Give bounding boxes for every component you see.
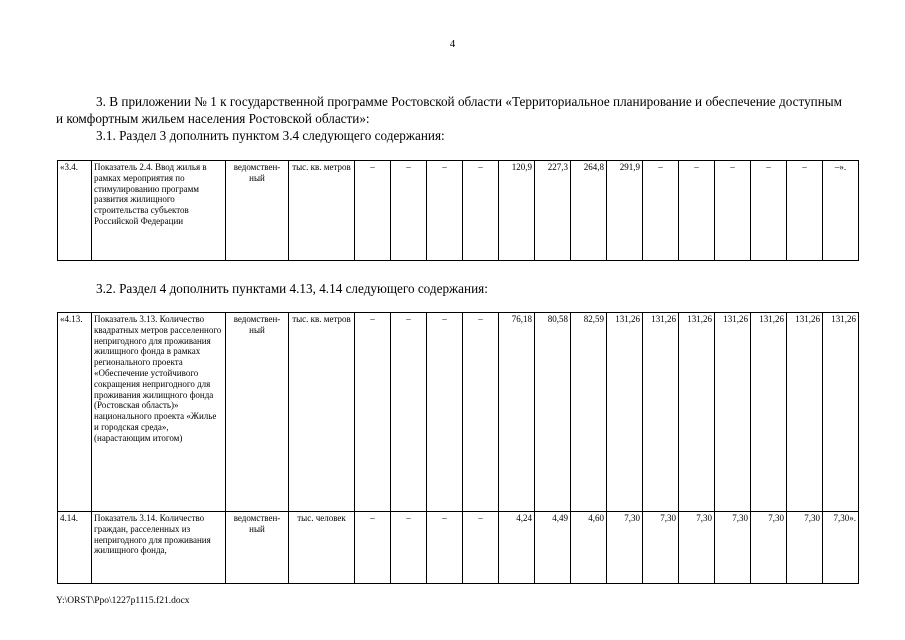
value-cell: 7,30 <box>751 512 787 584</box>
row-number: 4.14. <box>58 512 92 584</box>
value-cell: 4,49 <box>535 512 571 584</box>
value-cell: – <box>355 512 391 584</box>
value-cell: – <box>427 161 463 261</box>
value-cell: – <box>751 161 787 261</box>
value-cell: – <box>787 161 823 261</box>
value-cell: – <box>355 313 391 512</box>
footer-file-path: Y:\ORST\Ppo\1227p1115.f21.docx <box>56 596 190 606</box>
value-cell: 131,26 <box>787 313 823 512</box>
value-cell: – <box>715 161 751 261</box>
value-cell: 76,18 <box>499 313 535 512</box>
value-cell: – <box>679 161 715 261</box>
table-row <box>58 161 859 261</box>
table-row <box>58 313 859 512</box>
value-cell: 4,60 <box>571 512 607 584</box>
value-cell: –». <box>823 161 859 261</box>
unit: тыс. кв. метров <box>289 313 355 512</box>
value-cell: 7,30 <box>715 512 751 584</box>
indicators-table-section-3 <box>57 160 859 261</box>
paragraph-3-2: 3.2. Раздел 4 дополнить пунктами 4.13, 4.14 следующего содержания: <box>96 281 488 296</box>
value-cell: – <box>355 161 391 261</box>
table-row <box>58 512 859 584</box>
value-cell: 80,58 <box>535 313 571 512</box>
value-cell: – <box>463 313 499 512</box>
value-cell: 131,26 <box>715 313 751 512</box>
value-cell: – <box>463 161 499 261</box>
value-cell: 7,30 <box>643 512 679 584</box>
value-cell: – <box>427 313 463 512</box>
value-cell: 4,24 <box>499 512 535 584</box>
value-cell: 131,26 <box>823 313 859 512</box>
value-cell: 7,30 <box>607 512 643 584</box>
unit: тыс. кв. метров <box>289 161 355 261</box>
indicator-name: Показатель 3.13. Количество квадратных метров расселенного непригодного для проживания жилищного фонда в рамках регионального проекта «Обеспечение устойчивого сокращения непригодного для проживания жилищного фонда (Ростовская область)» национального проекта «Жилье и городская среда», (нарастающим итогом) <box>92 313 226 512</box>
indicator-type: ведомствен-ный <box>226 512 289 584</box>
indicator-type: ведомствен-ный <box>226 313 289 512</box>
indicator-type: ведомствен-ный <box>226 161 289 261</box>
indicators-table-section-4 <box>57 312 859 584</box>
value-cell: 7,30 <box>787 512 823 584</box>
row-number: «3.4. <box>58 161 92 261</box>
value-cell: – <box>391 161 427 261</box>
indicator-name: Показатель 3.14. Количество граждан, расселенных из непригодного для проживания жилищного фонда, <box>92 512 226 584</box>
value-cell: – <box>643 161 679 261</box>
value-cell: 131,26 <box>643 313 679 512</box>
value-cell: 291,9 <box>607 161 643 261</box>
value-cell: 131,26 <box>679 313 715 512</box>
value-cell: – <box>463 512 499 584</box>
unit: тыс. человек <box>289 512 355 584</box>
page-number: 4 <box>449 38 456 50</box>
value-cell: – <box>427 512 463 584</box>
value-cell: 7,30 <box>679 512 715 584</box>
paragraph-3-1: 3.1. Раздел 3 дополнить пунктом 3.4 следующего содержания: <box>96 128 445 143</box>
value-cell: 131,26 <box>751 313 787 512</box>
value-cell: – <box>391 313 427 512</box>
value-cell: 120,9 <box>499 161 535 261</box>
value-cell: 264,8 <box>571 161 607 261</box>
value-cell: 227,3 <box>535 161 571 261</box>
value-cell: 7,30». <box>823 512 859 584</box>
indicator-name: Показатель 2.4. Ввод жилья в рамках мероприятия по стимулированию программ развития жилищного строительства субъектов Российской Федерации <box>92 161 226 261</box>
paragraph-intro: 3. В приложении № 1 к государственной программе Ростовской области «Территориальное планирование и обеспечение доступным и комфортным жильем населения Ростовской области»: <box>56 94 842 126</box>
value-cell: – <box>391 512 427 584</box>
row-number: «4.13. <box>58 313 92 512</box>
value-cell: 82,59 <box>571 313 607 512</box>
value-cell: 131,26 <box>607 313 643 512</box>
